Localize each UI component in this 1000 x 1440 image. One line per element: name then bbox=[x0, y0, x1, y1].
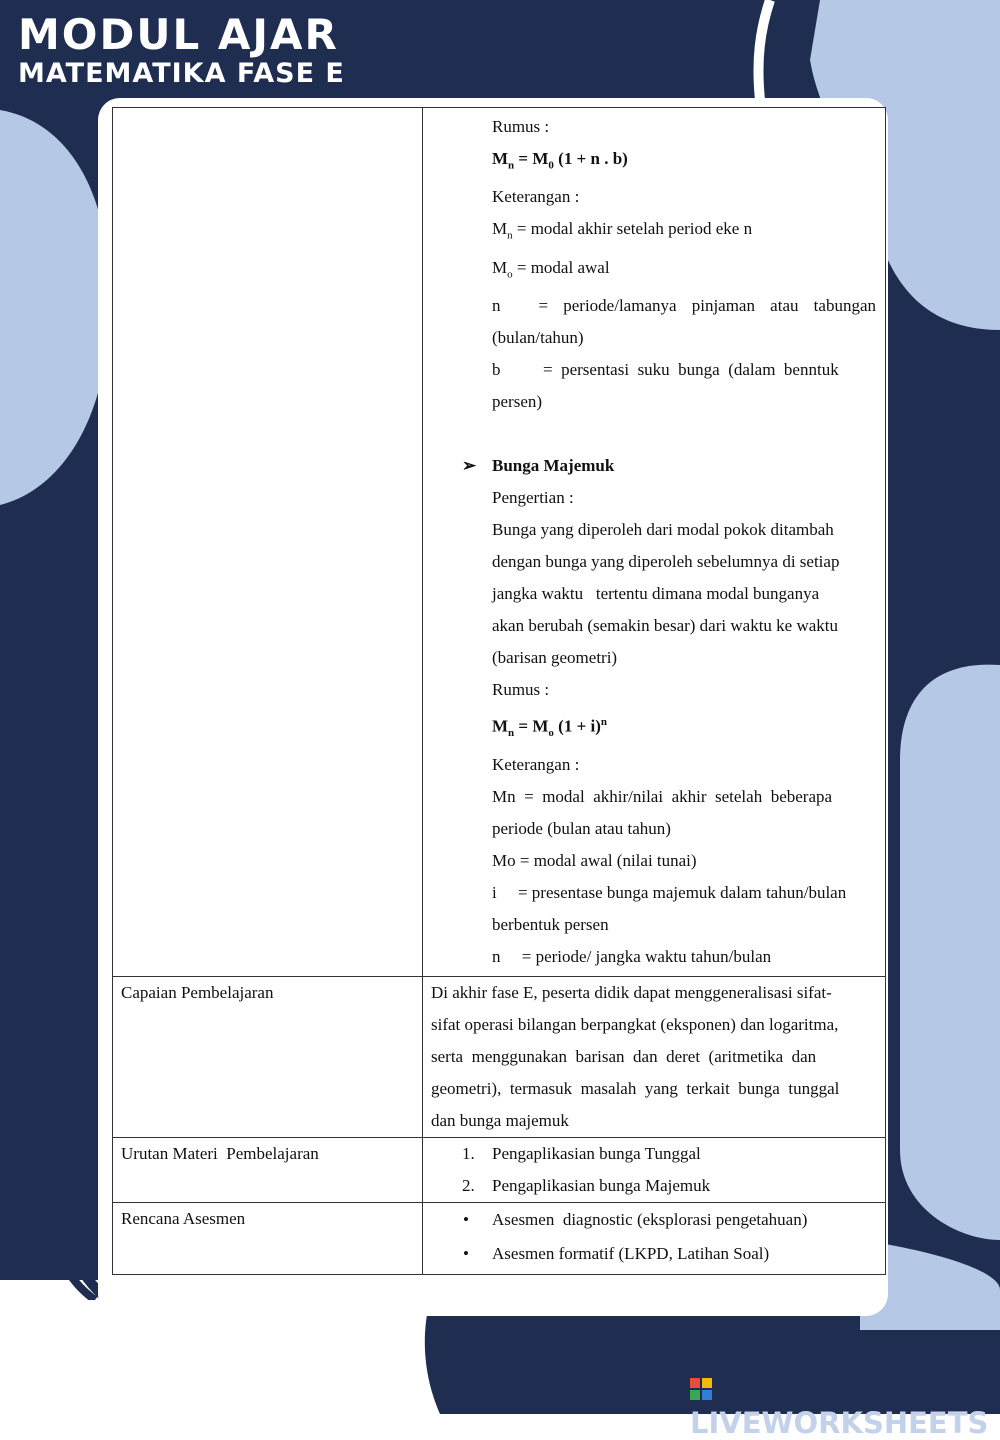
capaian-line: sifat operasi bilangan berpangkat (eksponen) dan logaritma, bbox=[431, 1015, 839, 1035]
ket-b-line1: b = persentasi suku bunga (dalam benntuk bbox=[492, 360, 839, 380]
bullet-dot-icon: • bbox=[463, 1210, 469, 1230]
formula-bunga-tunggal: $M_n = M_0$ (1 + n . b) bbox=[492, 149, 628, 172]
content-cell-urutan bbox=[423, 1138, 886, 1203]
pengertian-line: Bunga yang diperoleh dari modal pokok ditambah bbox=[492, 520, 834, 540]
rumus-label: Rumus : bbox=[492, 680, 550, 700]
rumus-label: Rumus : bbox=[492, 117, 550, 136]
bullet-dot-icon: • bbox=[463, 1244, 469, 1264]
ket2-line: Mn = modal akhir/nilai akhir setelah beberapa bbox=[492, 787, 833, 807]
liveworksheets-logo bbox=[690, 1372, 1000, 1440]
ket-n-line2: (bulan/tahun) bbox=[492, 328, 584, 348]
pengertian-line: dengan bunga yang diperoleh sebelumnya di setiap bbox=[492, 552, 840, 572]
pengertian-label: Pengertian : bbox=[492, 488, 574, 508]
capaian-line: Di akhir fase E, peserta didik dapat menggeneralisasi sifat- bbox=[431, 983, 832, 1003]
header-subtitle: MATEMATIKA FASE E bbox=[18, 58, 345, 89]
content-cell-capaian bbox=[423, 977, 886, 1138]
ket-mn: $M_n$ = modal akhir setelah period eke n bbox=[492, 219, 753, 242]
page-header bbox=[18, 10, 345, 90]
table-row-rencana bbox=[113, 1203, 886, 1275]
pengertian-line: jangka waktu tertentu dimana modal bunganya bbox=[492, 584, 820, 604]
header-title: MODUL AJAR bbox=[18, 10, 339, 59]
label-cell bbox=[113, 1203, 423, 1275]
label-cell bbox=[113, 1138, 423, 1203]
urutan-label: Urutan Materi Pembelajaran bbox=[121, 1144, 319, 1164]
ket-n-line1: n = periode/lamanya pinjaman atau tabungan bbox=[492, 296, 876, 316]
ket2-line: Mo = modal awal (nilai tunai) bbox=[492, 851, 697, 871]
label-cell-empty bbox=[113, 108, 423, 977]
pengertian-line: akan berubah (semakin besar) dari waktu ke waktu bbox=[492, 616, 839, 636]
arrow-bullet-icon: ➢ bbox=[462, 456, 477, 476]
formula-bunga-majemuk: $M_n = M_o$ $(1 + i)^n$ bbox=[492, 716, 608, 740]
capaian-line: dan bunga majemuk bbox=[431, 1111, 569, 1131]
ket-mo: $M_o$ = modal awal bbox=[492, 257, 610, 281]
table-row-urutan bbox=[113, 1138, 886, 1203]
keterangan-label: Keterangan : bbox=[492, 187, 580, 207]
ket-b-line2: persen) bbox=[492, 392, 543, 412]
list-item: • Asesmen formatif (LKPD, Latihan Soal) bbox=[423, 1237, 885, 1271]
list-item: • Asesmen diagnostic (eksplorasi pengetahuan) bbox=[423, 1203, 885, 1237]
capaian-line: serta menggunakan barisan dan deret (aritmetika dan bbox=[431, 1047, 817, 1067]
ket2-line: i = presentase bunga majemuk dalam tahun/bulan bbox=[492, 883, 847, 903]
content-cell-materi bbox=[423, 108, 886, 977]
liveworksheets-logo-icon bbox=[690, 1378, 712, 1400]
label-cell bbox=[113, 977, 423, 1138]
list-item: 2. Pengaplikasian bunga Majemuk bbox=[462, 1176, 711, 1196]
capaian-label: Capaian Pembelajaran bbox=[121, 983, 274, 1003]
ket2-line: n = periode/ jangka waktu tahun/bulan bbox=[492, 947, 772, 967]
content-cell-rencana bbox=[423, 1203, 886, 1275]
keterangan-label: Keterangan : bbox=[492, 755, 580, 775]
module-table bbox=[112, 107, 886, 1275]
ket2-line: periode (bulan atau tahun) bbox=[492, 819, 671, 839]
list-item: 1. Pengaplikasian bunga Tunggal bbox=[462, 1144, 701, 1164]
table-row-capaian bbox=[113, 977, 886, 1138]
rencana-label: Rencana Asesmen bbox=[121, 1209, 246, 1229]
ket2-line: berbentuk persen bbox=[492, 915, 609, 935]
table-row-materi bbox=[113, 108, 886, 977]
bunga-majemuk-heading: ➢ Bunga Majemuk bbox=[492, 450, 876, 482]
pengertian-line: (barisan geometri) bbox=[492, 648, 618, 668]
capaian-line: geometri), termasuk masalah yang terkait bunga tunggal bbox=[431, 1079, 840, 1099]
brand-text: LIVEWORKSHEETS bbox=[690, 1406, 989, 1440]
